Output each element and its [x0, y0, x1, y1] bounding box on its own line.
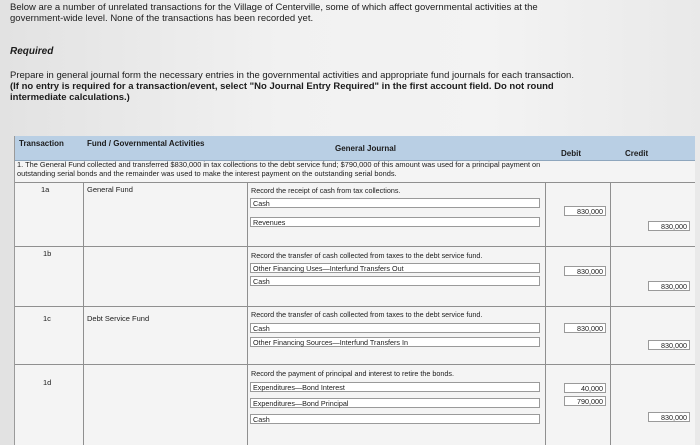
header-transaction: Transaction — [19, 139, 64, 148]
entry-label: 1a — [41, 185, 50, 194]
entry-fund: Debt Service Fund — [87, 314, 150, 323]
entry-label: 1b — [43, 249, 52, 258]
account-field[interactable]: Cash — [250, 276, 540, 286]
grid-line — [15, 182, 695, 183]
entry-fund: General Fund — [87, 185, 133, 194]
intro-line-1: Below are a number of unrelated transactions for the Village of Centerville, some of which affect governmental activities at the — [10, 2, 538, 13]
instructions-bold-2: intermediate calculations.) — [10, 92, 130, 103]
table-header — [15, 136, 695, 161]
required-label: Required — [10, 46, 54, 57]
credit-field[interactable]: 830,000 — [648, 340, 690, 350]
account-field[interactable]: Cash — [250, 414, 540, 424]
grid-line — [83, 182, 84, 445]
grid-line — [545, 182, 546, 445]
debit-field[interactable]: 790,000 — [564, 396, 606, 406]
transaction-description — [17, 160, 693, 178]
debit-field[interactable]: 830,000 — [564, 323, 606, 333]
intro-text — [10, 2, 690, 24]
account-field[interactable]: Cash — [250, 198, 540, 208]
header-credit: Credit — [625, 149, 649, 158]
entry-memo: Record the receipt of cash from tax collections. — [251, 186, 401, 195]
account-field[interactable]: Other Financing Uses—Interfund Transfers Out — [250, 263, 540, 273]
description-line-2: outstanding serial bonds and the remainder was used to make the interest payment on the outstanding serial bonds. — [17, 169, 397, 178]
header-fund: Fund / Governmental Activities — [87, 139, 205, 148]
journal-table — [14, 136, 695, 445]
account-field[interactable]: Expenditures—Bond Interest — [250, 382, 540, 392]
account-field[interactable]: Expenditures—Bond Principal — [250, 398, 540, 408]
debit-field[interactable]: 830,000 — [564, 266, 606, 276]
account-field[interactable]: Revenues — [250, 217, 540, 227]
description-line-1: 1. The General Fund collected and transferred $830,000 in tax collections to the debt service fund; $790,000 of this amount was used for a principal payment on — [17, 160, 541, 169]
debit-field[interactable]: 40,000 — [564, 383, 606, 393]
entry-memo: Record the transfer of cash collected from taxes to the debt service fund. — [251, 310, 483, 319]
header-journal: General Journal — [335, 144, 396, 153]
account-field[interactable]: Other Financing Sources—Interfund Transfers In — [250, 337, 540, 347]
instructions-line-1: Prepare in general journal form the necessary entries in the governmental activities and appropriate fund journals for each transaction. — [10, 70, 574, 81]
grid-line — [247, 182, 248, 445]
entry-label: 1d — [43, 378, 52, 387]
credit-field[interactable]: 830,000 — [648, 281, 690, 291]
intro-line-2: government-wide level. None of the transactions has been recorded yet. — [10, 13, 314, 24]
credit-field[interactable]: 830,000 — [648, 221, 690, 231]
instructions — [10, 70, 695, 103]
grid-line — [15, 306, 695, 307]
grid-line — [15, 246, 695, 247]
header-debit: Debit — [561, 149, 581, 158]
entry-memo: Record the payment of principal and interest to retire the bonds. — [251, 369, 454, 378]
grid-line — [15, 364, 695, 365]
instructions-bold-1: (If no entry is required for a transaction/event, select "No Journal Entry Required" in the first account field. Do not round — [10, 81, 554, 92]
credit-field[interactable]: 830,000 — [648, 412, 690, 422]
account-field[interactable]: Cash — [250, 323, 540, 333]
entry-memo: Record the transfer of cash collected from taxes to the debt service fund. — [251, 251, 483, 260]
debit-field[interactable]: 830,000 — [564, 206, 606, 216]
grid-line — [610, 182, 611, 445]
entry-label: 1c — [43, 314, 51, 323]
